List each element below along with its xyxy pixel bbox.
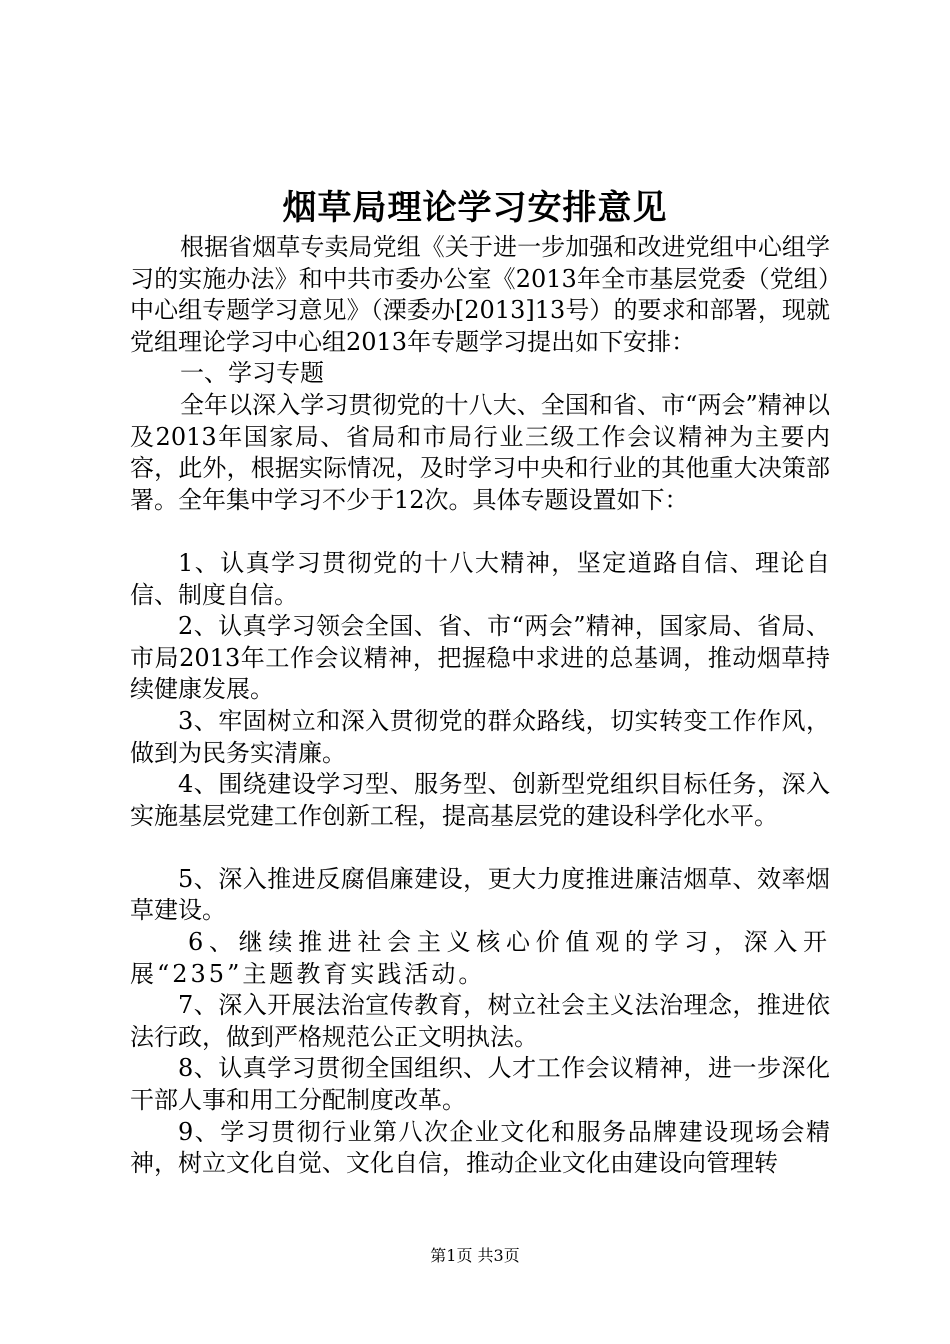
document-title: 烟草局理论学习安排意见 xyxy=(282,188,668,228)
list-item-5: 5、深入推进反腐倡廉建设，更大力度推进廉洁烟草、效率烟草建设。 xyxy=(130,864,830,925)
page-footer: 第1页 共3页 xyxy=(430,1246,520,1265)
list-item-8: 8、认真学习贯彻全国组织、人才工作会议精神，进一步深化干部人事和用工分配制度改革。 xyxy=(130,1054,830,1115)
list-item-9: 9、学习贯彻行业第八次企业文化和服务品牌建设现场会精神，树立文化自觉、文化自信，推动企业文化由建设向管理转 xyxy=(130,1117,830,1178)
list-item-1: 1、认真学习贯彻党的十八大精神，坚定道路自信、理论自信、制度自信。 xyxy=(130,548,830,609)
list-item-4: 4、围绕建设学习型、服务型、创新型党组织目标任务，深入实施基层党建工作创新工程，提高基层党的建设科学化水平。 xyxy=(130,770,830,830)
document-body xyxy=(130,232,830,1180)
list-item-3: 3、牢固树立和深入贯彻党的群众路线，切实转变工作作风，做到为民务实清廉。 xyxy=(130,706,830,767)
intro-paragraph: 根据省烟草专卖局党组《关于进一步加强和改进党组中心组学习的实施办法》和中共市委办公室《2013年全市基层党委（党组）中心组专题学习意见》（溧委办[2013]13号）的要求和部署，现就党组理论学习中心组2013年专题学习提出如下安排： xyxy=(130,233,830,356)
list-item-7: 7、深入开展法治宣传教育，树立社会主义法治理念，推进依法行政，做到严格规范公正文明执法。 xyxy=(130,991,830,1051)
list-item-6: 6、继续推进社会主义核心价值观的学习，深入开展“235”主题教育实践活动。 xyxy=(130,928,830,988)
paragraph-spacer xyxy=(130,516,830,548)
section-heading: 一、学习专题 xyxy=(180,359,324,388)
section-body-paragraph: 全年以深入学习贯彻党的十八大、全国和省、市“两会”精神以及2013年国家局、省局和市局行业三级工作会议精神为主要内容，此外，根据实际情况，及时学习中央和行业的其他重大决策部署。全年集中学习不少于12次。具体专题设置如下： xyxy=(130,390,830,514)
list-item-2: 2、认真学习领会全国、省、市“两会”精神，国家局、省局、市局2013年工作会议精神，把握稳中求进的总基调，推动烟草持续健康发展。 xyxy=(130,612,830,704)
paragraph-spacer xyxy=(130,832,830,864)
